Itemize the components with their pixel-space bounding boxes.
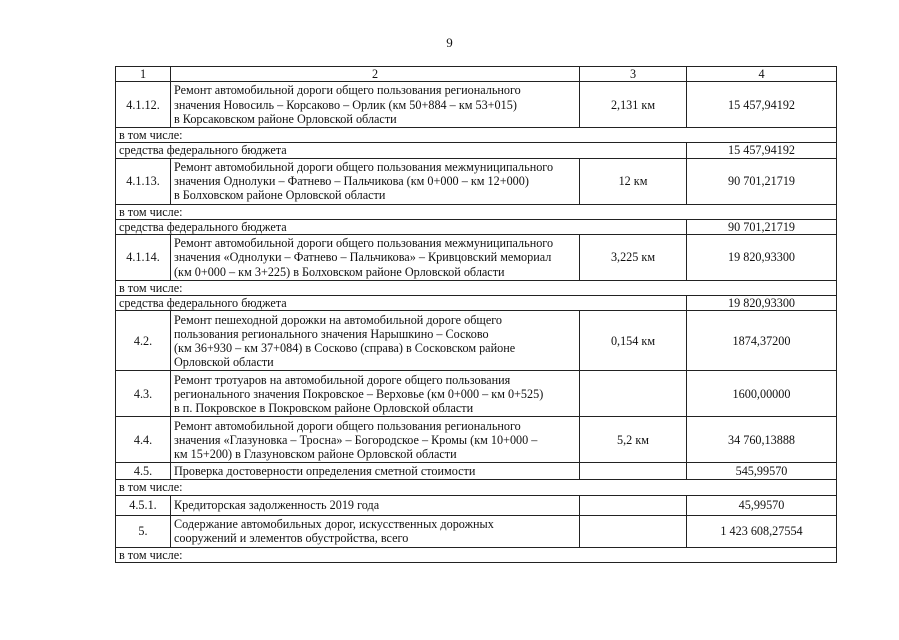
including-label: в том числе: [116, 547, 837, 562]
description-line: Ремонт пешеходной дорожки на автомобильной дороге общего [174, 312, 503, 327]
subheader-row [116, 204, 837, 219]
description-line: в Болховском районе Орловской области [174, 188, 386, 203]
page-number: 9 [446, 35, 453, 50]
subheader-row [116, 547, 837, 562]
federal-budget-label: средства федерального бюджета [116, 143, 687, 158]
description-line: Содержание автомобильных дорог, искусственных дорожных [174, 516, 494, 531]
row-length [580, 371, 687, 417]
row-length: 12 км [580, 158, 687, 204]
row-length: 3,225 км [580, 235, 687, 281]
row-description [171, 311, 580, 371]
row-number: 4.5. [116, 463, 171, 480]
federal-budget-amount: 15 457,94192 [687, 143, 837, 158]
row-length: 0,154 км [580, 311, 687, 371]
table-row [116, 371, 837, 417]
row-amount: 34 760,13888 [687, 417, 837, 463]
description-line: регионального значения Покровское – Верховье (км 0+000 – км 0+525) [174, 386, 544, 401]
including-label: в том числе: [116, 281, 837, 296]
budget-table [115, 66, 837, 563]
row-amount: 15 457,94192 [687, 82, 837, 128]
row-length: 2,131 км [580, 82, 687, 128]
federal-budget-label: средства федерального бюджета [116, 219, 687, 234]
including-label: в том числе: [116, 204, 837, 219]
description-line: Ремонт автомобильной дороги общего пользования межмуниципального [174, 236, 554, 251]
table-row [116, 235, 837, 281]
description-line: в Корсаковском районе Орловской области [174, 111, 397, 126]
row-description [171, 158, 580, 204]
federal-budget-row [116, 296, 837, 311]
subheader-row [116, 281, 837, 296]
column-header-2: 2 [171, 67, 580, 82]
column-header-3: 3 [580, 67, 687, 82]
row-number: 4.1.14. [116, 235, 171, 281]
row-number: 4.1.13. [116, 158, 171, 204]
description-line: Ремонт автомобильной дороги общего пользования регионального [174, 83, 521, 98]
row-amount: 545,99570 [687, 463, 837, 480]
description-line: значения Новосиль – Корсаково – Орлик (км 50+884 – км 53+015) [174, 97, 517, 112]
row-description [171, 417, 580, 463]
federal-budget-row [116, 219, 837, 234]
row-description [171, 371, 580, 417]
description-line: Ремонт автомобильной дороги общего пользования регионального [174, 418, 521, 433]
including-label: в том числе: [116, 128, 837, 143]
row-number: 4.2. [116, 311, 171, 371]
description-line: сооружений и элементов обустройства, всего [174, 531, 409, 546]
description-line: пользования регионального значения Нарышкино – Сосково [174, 326, 489, 341]
table-row [116, 495, 837, 515]
row-number: 5. [116, 515, 171, 547]
row-description [171, 515, 580, 547]
description-line: в п. Покровское в Покровском районе Орловской области [174, 401, 474, 416]
row-amount: 45,99570 [687, 495, 837, 515]
including-label: в том числе: [116, 480, 837, 495]
table-row [116, 158, 837, 204]
row-length: 5,2 км [580, 417, 687, 463]
table-row [116, 463, 837, 480]
description-line: Орловской области [174, 355, 274, 370]
description-line: Проверка достоверности определения сметной стоимости [174, 464, 476, 479]
description-line: (км 0+000 – км 3+225) в Болховском районе Орловской области [174, 264, 505, 279]
row-number: 4.5.1. [116, 495, 171, 515]
row-number: 4.4. [116, 417, 171, 463]
row-amount: 90 701,21719 [687, 158, 837, 204]
subheader-row [116, 128, 837, 143]
row-amount: 1600,00000 [687, 371, 837, 417]
column-header-1: 1 [116, 67, 171, 82]
row-number: 4.3. [116, 371, 171, 417]
row-amount: 19 820,93300 [687, 235, 837, 281]
row-description [171, 235, 580, 281]
federal-budget-amount: 90 701,21719 [687, 219, 837, 234]
table-row [116, 515, 837, 547]
column-header-4: 4 [687, 67, 837, 82]
table-row [116, 417, 837, 463]
federal-budget-amount: 19 820,93300 [687, 296, 837, 311]
row-description [171, 463, 580, 480]
row-description [171, 495, 580, 515]
row-description [171, 82, 580, 128]
federal-budget-label: средства федерального бюджета [116, 296, 687, 311]
description-line: значения Однолуки – Фатнево – Пальчикова (км 0+000 – км 12+000) [174, 174, 529, 188]
row-length [580, 463, 687, 480]
row-number: 4.1.12. [116, 82, 171, 128]
description-line: Ремонт тротуаров на автомобильной дороге общего пользования [174, 372, 511, 387]
description-line: Кредиторская задолженность 2019 года [174, 498, 380, 513]
row-length [580, 515, 687, 547]
row-length [580, 495, 687, 515]
description-line: значения «Глазуновка – Тросна» – Богородское – Кромы (км 10+000 – [174, 432, 538, 447]
description-line: Ремонт автомобильной дороги общего пользования межмуниципального [174, 159, 554, 174]
subheader-row [116, 480, 837, 495]
table-header-row [116, 67, 837, 82]
row-amount: 1874,37200 [687, 311, 837, 371]
description-line: значения «Однолуки – Фатнево – Пальчикова» – Кривцовский мемориал [174, 250, 552, 265]
table-row [116, 311, 837, 371]
table-row [116, 82, 837, 128]
description-line: (км 36+930 – км 37+084) в Сосково (справа) в Сосковском районе [174, 340, 516, 355]
description-line: км 15+200) в Глазуновском районе Орловской области [174, 447, 457, 462]
federal-budget-row [116, 143, 837, 158]
row-amount: 1 423 608,27554 [687, 515, 837, 547]
